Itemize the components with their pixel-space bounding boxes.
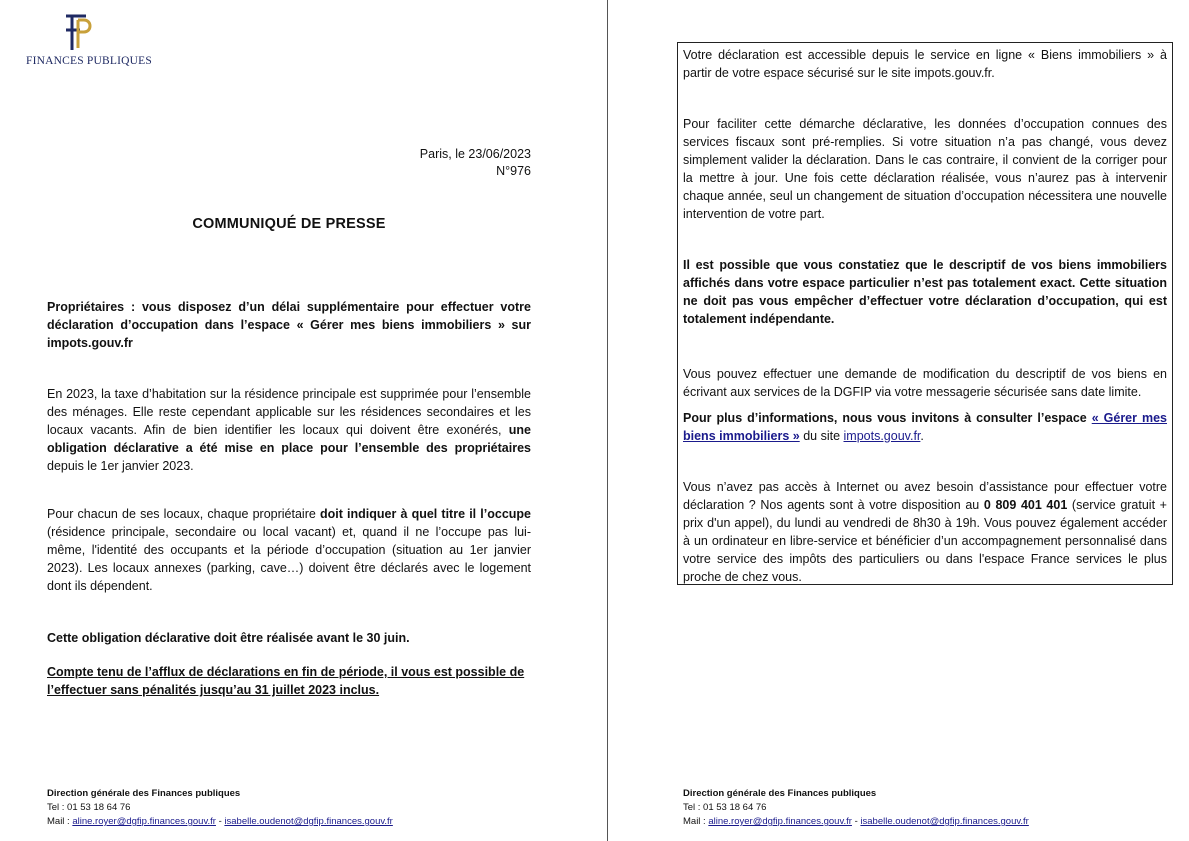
footer-right: [683, 787, 1029, 829]
paragraph-tax: En 2023, la taxe d’habitation sur la résidence principale est supprimée pour l’ensemble des ménages. Elle reste cependant applicable sur les résidences secondaires et les locaux vacants. Afin de bien identifier les locaux qui doivent être exonérés, une obligation déclarative a été mise en place pour l’ensemble des propriétaires depuis le 1er janvier 2023.: [47, 387, 531, 473]
footer-mail: Mail : aline.royer@dgfip.finances.gouv.fr - isabelle.oudenot@dgfip.finances.gouv.fr: [47, 816, 393, 827]
deadline-text: Cette obligation déclarative doit être réalisée avant le 30 juin.: [47, 631, 410, 645]
email-link-aline[interactable]: aline.royer@dgfip.finances.gouv.fr: [72, 816, 216, 827]
finances-publiques-logo: [26, 12, 152, 72]
email-link-isabelle[interactable]: isabelle.oudenot@dgfip.finances.gouv.fr: [224, 816, 393, 827]
footer-tel: Tel : 01 53 18 64 76: [47, 802, 131, 813]
paragraph-access: Votre déclaration est accessible depuis le service en ligne « Biens immobiliers » à partir de votre espace sécurisé sur le site impots.gouv.fr.: [683, 48, 1167, 80]
email-link-aline[interactable]: aline.royer@dgfip.finances.gouv.fr: [708, 816, 852, 827]
page-divider: [607, 0, 608, 841]
press-date: Paris, le 23/06/2023: [419, 147, 531, 161]
logo-text: FINANCES PUBLIQUES: [26, 55, 152, 67]
link-impots-site[interactable]: impots.gouv.fr: [843, 429, 921, 443]
extension-text: Compte tenu de l’afflux de déclarations en fin de période, il vous est possible de l’effectuer sans pénalités jusqu’au 31 juillet 2023 inclus.: [47, 665, 525, 697]
footer-left: [47, 787, 393, 829]
link-gerer-biens[interactable]: « Gérer mes biens immobiliers »: [683, 411, 1167, 443]
phone-number: 0 809 401 401: [983, 498, 1068, 512]
intro-paragraph: Propriétaires : vous disposez d’un délai supplémentaire pour effectuer votre déclaration d’occupation dans l’espace « Gérer mes biens immobiliers » sur impots.gouv.fr: [47, 300, 531, 350]
paragraph-prefilled: Pour faciliter cette démarche déclarative, les données d’occupation connues des services fiscaux sont pré-remplies. Si votre situation n’a pas changé, vous devez simplement valider la déclaration. Dans le cas contraire, il convient de la corriger pour la mettre à jour. Une fois cette déclaration réalisée, vous n’aurez pas à intervenir chaque année, seul un changement de situation d’occupation nécessitera une nouvelle intervention de votre part.: [683, 117, 1167, 221]
page-title: COMMUNIQUÉ DE PRESSE: [192, 216, 386, 232]
paragraph-more-info: Pour plus d’informations, nous vous invitons à consulter l’espace « Gérer mes biens immobiliers » du site impots.gouv.fr.: [683, 411, 1167, 443]
paragraph-owners: Pour chacun de ses locaux, chaque propriétaire doit indiquer à quel titre il l’occupe (résidence principale, secondaire ou local vacant) et, quand il ne l’occupe pas lui-même, l'identité des occupants et la période d’occupation (situation au 1er janvier 2023). Les locaux annexes (parking, cave…) doivent être déclarés avec le logement dont ils dépendent.: [47, 507, 531, 593]
footer-org: Direction générale des Finances publiques: [47, 788, 241, 799]
paragraph-modification: Vous pouvez effectuer une demande de modification du descriptif de vos biens en écrivant aux services de la DGFIP via votre messagerie sécurisée sans date limite.: [683, 367, 1167, 399]
paragraph-descriptif: Il est possible que vous constatiez que le descriptif de vos biens immobiliers affichés dans votre espace particulier n’est pas totalement exact. Cette situation ne doit pas vous empêcher d’effectuer votre déclaration d’occupation, qui est totalement indépendante.: [683, 258, 1167, 326]
date-block: [420, 146, 531, 180]
footer-mail: Mail : aline.royer@dgfip.finances.gouv.fr - isabelle.oudenot@dgfip.finances.gouv.fr: [683, 816, 1029, 827]
footer-tel: Tel : 01 53 18 64 76: [683, 802, 767, 813]
email-link-isabelle[interactable]: isabelle.oudenot@dgfip.finances.gouv.fr: [860, 816, 1029, 827]
footer-org: Direction générale des Finances publiques: [683, 788, 877, 799]
press-number: N°976: [496, 164, 531, 178]
fp-monogram-icon: [62, 12, 94, 54]
paragraph-assistance: Vous n’avez pas accès à Internet ou avez besoin d’assistance pour effectuer votre déclaration ? Nos agents sont à votre disposition au 0 809 401 401 (service gratuit + prix d'un appel), du lundi au vendredi de 8h30 à 19h. Vous pouvez également accéder à un ordinateur en libre-service et bénéficier d’un accompagnement personnalisé dans votre service des impôts des particuliers ou dans l'espace France services le plus proche de chez vous.: [683, 480, 1167, 584]
